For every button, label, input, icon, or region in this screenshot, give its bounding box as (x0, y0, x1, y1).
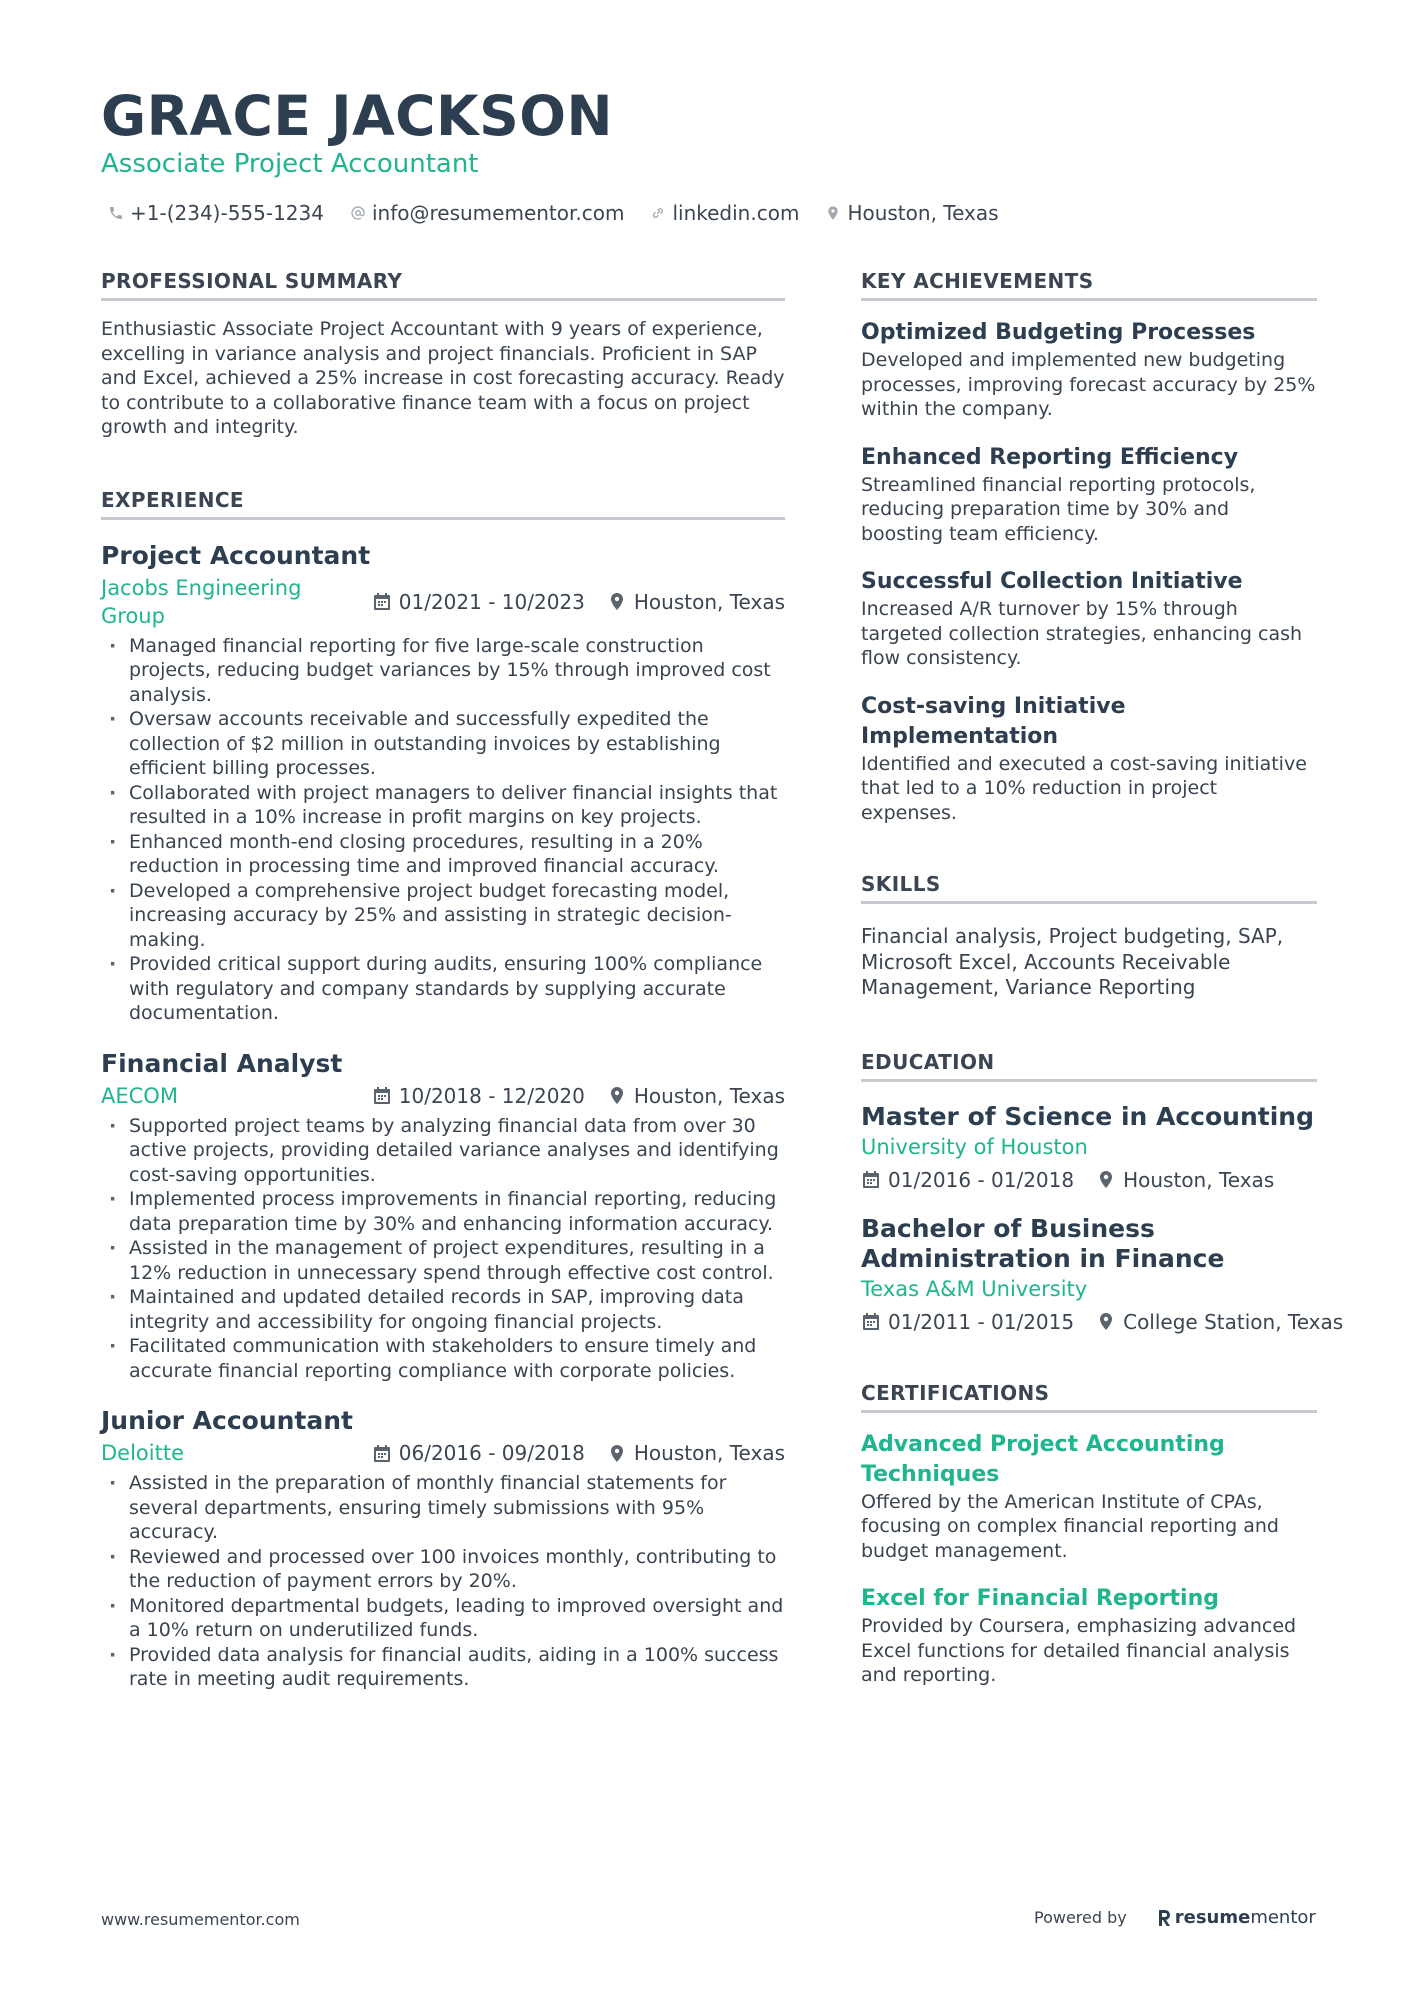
company-name: AECOM (101, 1083, 178, 1108)
contact-location (825, 201, 998, 225)
contact-email[interactable] (350, 201, 624, 225)
job-location: Houston, Texas (609, 588, 785, 616)
skills-heading: SKILLS (861, 871, 1317, 904)
calendar-icon (374, 1445, 390, 1462)
contact-linkedin[interactable] (650, 201, 799, 225)
candidate-role: Associate Project Accountant (101, 149, 479, 179)
location-text: Houston, Texas (847, 201, 999, 225)
education-location: Houston, Texas (1098, 1166, 1274, 1194)
achievement-item (861, 443, 1317, 547)
contact-phone (108, 201, 324, 225)
brand-logo[interactable] (1157, 1907, 1316, 1928)
left-column (101, 268, 785, 1692)
job-location: Houston, Texas (609, 1082, 785, 1110)
school-name: University of Houston (861, 1134, 1088, 1159)
phone-icon (108, 205, 124, 221)
calendar-icon (863, 1171, 879, 1188)
company-name: Jacobs Engineering Group (101, 575, 302, 628)
job-bullets (101, 634, 785, 1026)
skills-section (861, 871, 1317, 1001)
list-item: · Provided data analysis for financial audits, aiding in a 100% success rate in meeting audit requirements. (101, 1643, 785, 1692)
achievement-text: Increased A/R turnover by 15% through targeted collection strategies, enhancing cash flow consistency. (861, 598, 1303, 669)
job-meta (101, 574, 785, 630)
certifications-section (861, 1380, 1317, 1688)
education-item (861, 1213, 1344, 1336)
list-item: · Supported project teams by analyzing financial data from over 30 active projects, providing detailed variance analyses and identifying cost-saving opportunities. (101, 1114, 785, 1188)
achievement-item (861, 567, 1317, 671)
degree-title: Master of Science in Accounting (861, 1101, 1314, 1131)
summary-heading: PROFESSIONAL SUMMARY (101, 268, 785, 301)
certification-title: Excel for Financial Reporting (861, 1586, 1219, 1611)
experience-heading: EXPERIENCE (101, 487, 785, 520)
achievements-section (861, 268, 1317, 825)
certification-title: Advanced Project Accounting Techniques (861, 1431, 1225, 1487)
education-heading: EDUCATION (861, 1049, 1317, 1082)
powered-by-label: Powered by (1034, 1908, 1127, 1927)
job-dates: 10/2018 - 12/2020 (374, 1082, 585, 1110)
list-item: · Facilitated communication with stakeholders to ensure timely and accurate financial reporting compliance with corporate policies. (101, 1334, 785, 1383)
job-title: Project Accountant (101, 540, 371, 570)
education-section (861, 1049, 1344, 1336)
footer-website[interactable]: www.resumementor.com (101, 1910, 300, 1929)
certification-item (861, 1430, 1317, 1564)
job-meta (101, 1082, 785, 1110)
degree-title: Bachelor of Business Administration in Finance (861, 1213, 1225, 1273)
location-pin-icon (1098, 1313, 1114, 1330)
job-meta (101, 1439, 785, 1467)
email-text: info@resumementor.com (371, 201, 625, 225)
achievement-item (861, 692, 1317, 826)
achievement-title: Optimized Budgeting Processes (861, 320, 1256, 345)
list-item: · Assisted in the preparation of monthly financial statements for several departments, ensuring timely submissions with 95% accuracy. (101, 1471, 785, 1545)
job-dates: 06/2016 - 09/2018 (374, 1439, 585, 1467)
location-pin-icon (609, 1087, 625, 1104)
list-item: · Managed financial reporting for five large-scale construction projects, reducing budget variances by 15% through improved cost analysis. (101, 634, 785, 708)
company-name: Deloitte (101, 1441, 184, 1465)
job-bullets (101, 1114, 785, 1384)
summary-section (101, 268, 785, 440)
list-item: · Reviewed and processed over 100 invoices monthly, contributing to the reduction of payment errors by 20%. (101, 1545, 785, 1594)
job-title: Financial Analyst (101, 1048, 343, 1078)
skills-text: Financial analysis, Project budgeting, SAP, Microsoft Excel, Accounts Receivable Management, Variance Reporting (861, 924, 1284, 999)
brand-light: mentor (1250, 1907, 1316, 1928)
list-item: · Provided critical support during audits, ensuring 100% compliance with regulatory and company standards by supplying accurate documentation. (101, 952, 785, 1026)
education-dates: 01/2011 - 01/2015 (863, 1308, 1074, 1336)
job-title: Junior Accountant (101, 1406, 354, 1435)
education-item (861, 1102, 1317, 1194)
job-entry (101, 540, 785, 1026)
list-item: · Developed a comprehensive project budget forecasting model, increasing accuracy by 25% and assisting in strategic decision-making. (101, 879, 785, 953)
candidate-name: GRACE JACKSON (101, 84, 614, 148)
job-location: Houston, Texas (609, 1439, 785, 1467)
job-entry (101, 1048, 785, 1384)
list-item: · Monitored departmental budgets, leading to improved oversight and a 10% return on underutilized funds. (101, 1594, 785, 1643)
calendar-icon (374, 1087, 390, 1104)
list-item: · Collaborated with project managers to deliver financial insights that resulted in a 10% increase in profit margins on key projects. (101, 781, 785, 830)
brand-mark-icon (1157, 1908, 1171, 1928)
certification-item (861, 1584, 1317, 1688)
achievement-text: Streamlined financial reporting protocols, reducing preparation time by 30% and boosting team efficiency. (861, 473, 1256, 545)
list-item: · Assisted in the management of project expenditures, resulting in a 12% reduction in unnecessary spend through effective cost control. (101, 1236, 785, 1285)
location-pin-icon (1098, 1171, 1114, 1188)
link-icon (650, 205, 666, 221)
certifications-heading: CERTIFICATIONS (861, 1380, 1317, 1413)
certification-text: Offered by the American Institute of CPAs, focusing on complex financial reporting and budget management. (861, 1490, 1279, 1562)
achievement-text: Developed and implemented new budgeting processes, improving forecast accuracy by 25% within the company. (861, 349, 1316, 420)
education-meta (861, 1166, 1317, 1194)
brand-bold: resume (1174, 1907, 1251, 1928)
list-item: · Enhanced month-end closing procedures, resulting in a 20% reduction in processing time and improved financial accuracy. (101, 830, 785, 879)
list-item: · Implemented process improvements in financial reporting, reducing data preparation time by 30% and enhancing information accuracy. (101, 1187, 785, 1236)
achievement-title: Cost-saving Initiative Implementation (861, 693, 1126, 749)
certification-text: Provided by Coursera, emphasizing advanced Excel functions for detailed financial analysis and reporting. (861, 1615, 1297, 1686)
contact-bar (108, 198, 1025, 228)
school-name: Texas A&M University (861, 1276, 1088, 1301)
education-location: College Station, Texas (1098, 1308, 1343, 1336)
achievement-text: Identified and executed a cost-saving initiative that led to a 10% reduction in project expenses. (861, 752, 1307, 824)
job-bullets (101, 1471, 785, 1692)
achievement-item (861, 318, 1317, 422)
achievements-heading: KEY ACHIEVEMENTS (861, 268, 1317, 301)
right-column (861, 268, 1344, 1688)
calendar-icon (863, 1313, 879, 1330)
achievement-title: Enhanced Reporting Efficiency (861, 444, 1239, 470)
location-pin-icon (825, 205, 841, 221)
location-pin-icon (609, 1445, 625, 1462)
education-meta (861, 1308, 1344, 1336)
footer-branding (1034, 1907, 1316, 1928)
achievement-title: Successful Collection Initiative (861, 569, 1243, 594)
list-item: · Maintained and updated detailed records in SAP, improving data integrity and accessibility for ongoing financial projects. (101, 1285, 785, 1334)
summary-text: Enthusiastic Associate Project Accountant with 9 years of experience, excelling in variance analysis and project financials. Proficient in SAP and Excel, achieved a 25% increase in cost forecasting accuracy. Ready to contribute to a collaborative finance team with a focus on project growth and integrity. (101, 318, 785, 438)
location-pin-icon (609, 593, 625, 610)
phone-text: +1-(234)-555-1234 (130, 201, 324, 225)
job-dates: 01/2021 - 10/2023 (374, 588, 585, 616)
education-dates: 01/2016 - 01/2018 (863, 1166, 1074, 1194)
list-item: · Oversaw accounts receivable and successfully expedited the collection of $2 million in outstanding invoices by establishing efficient billing processes. (101, 707, 785, 781)
linkedin-text: linkedin.com (672, 201, 800, 225)
at-icon (350, 205, 366, 221)
experience-section (101, 487, 785, 1692)
job-entry (101, 1405, 785, 1692)
calendar-icon (374, 593, 390, 610)
